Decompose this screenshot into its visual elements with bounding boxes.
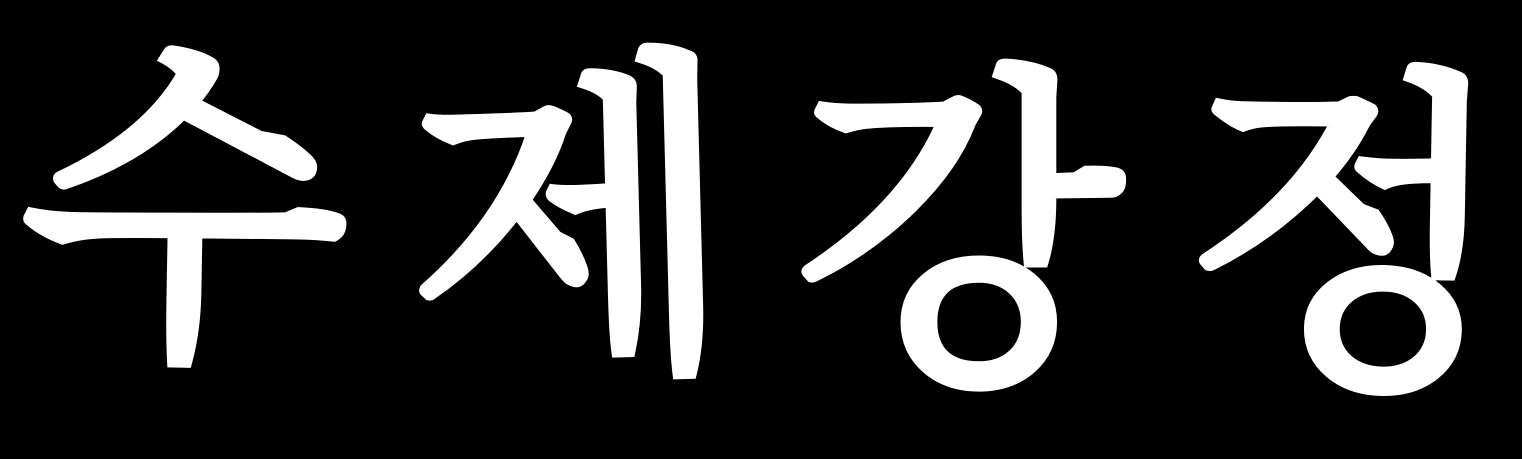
sign-char-4: 정	[1178, 38, 1514, 440]
sign-char-1: 수	[16, 10, 352, 412]
sign-char-2: 제	[402, 20, 741, 426]
sign-text	[16, 8, 1514, 440]
sign-char-3: 강	[794, 39, 1123, 435]
